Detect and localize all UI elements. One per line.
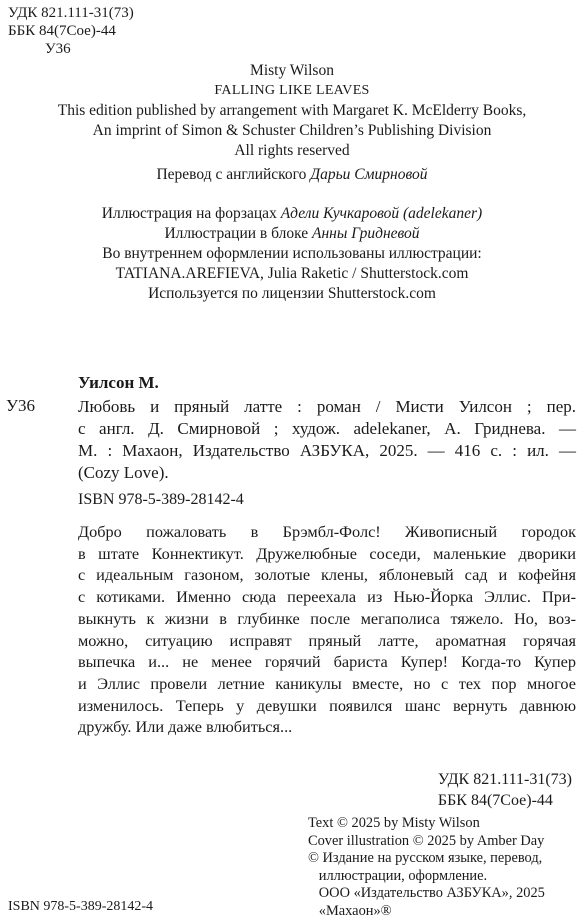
biblio-line: с англ. Д. Смирновой ; худож. adelekaner, А. Гриднева. — <box>78 419 576 438</box>
biblio-line: Любовь и пряный латте : роман / Мисти Уилсон ; пер. <box>78 397 576 416</box>
classification-codes-bottom <box>438 769 572 811</box>
annotation-line: изменилось. Теперь у девушки появился шанс вернуть давнюю <box>78 695 576 715</box>
translation-credit <box>0 165 584 185</box>
annotation-line: с котиками. Именно сюда переехала из Нью-Йорка Эллис. При- <box>78 587 576 607</box>
block-artist: Анны Гридневой <box>312 225 420 242</box>
inner-illustrators: TATIANA.AREFIEVA, Julia Raketic / Shutterstock.com <box>115 265 469 282</box>
translation-prefix: Перевод с английского <box>156 166 311 183</box>
annotation-line: в штате Коннектикут. Дружелюбные соседи, маленькие дворики <box>78 543 576 563</box>
copyright-line: иллюстрации, оформление. <box>308 867 488 884</box>
catalog-isbn: ISBN 978-5-389-28142-4 <box>78 491 244 508</box>
bibliographic-description <box>78 396 576 484</box>
endpaper-artist: Адели Кучкаровой (adelekaner) <box>280 205 483 222</box>
udk-code-top: УДК 821.111-31(73) <box>8 5 134 21</box>
annotation-line: дружбу. Или даже влюбиться... <box>78 717 293 737</box>
annotation-line: и Эллис провели летние каникулы вместе, но с тех пор многое <box>78 673 576 693</box>
annotation-line: Добро пожаловать в Брэмбл-Фолс! Живописный городок <box>78 522 576 541</box>
illustration-credits <box>0 204 584 304</box>
license-line: Используется по лицензии Shutterstock.com <box>148 285 436 302</box>
copyright-line: «Махаон»® <box>308 902 392 919</box>
rights-line: All rights reserved <box>234 142 350 159</box>
udk-code-bottom: УДК 821.111-31(73) <box>437 771 572 788</box>
copyright-line: ООО «Издательство АЗБУКА», 2025 <box>308 885 545 902</box>
original-author: Misty Wilson <box>250 62 334 79</box>
catalog-author-mark: У36 <box>6 396 36 415</box>
endpaper-prefix: Иллюстрация на форзацах <box>101 205 281 222</box>
annotation-line: можно, ситуацию исправят пряный латте, ароматная горячая <box>78 630 576 650</box>
annotation <box>78 521 576 738</box>
bbk-code-bottom: ББК 84(7Сое)-44 <box>437 792 553 809</box>
author-mark-top: У36 <box>45 41 71 57</box>
edition-line-1: This edition published by arrangement with Margaret K. McElderry Books, <box>57 102 527 119</box>
copyright-line: Text © 2025 by Misty Wilson <box>308 815 480 831</box>
copyright-line: © Издание на русском языке, перевод, <box>308 850 543 867</box>
block-prefix: Иллюстрации в блоке <box>164 225 312 242</box>
bbk-code-top: ББК 84(7Сое)-44 <box>8 23 116 39</box>
inner-illustrations-line: Во внутреннем оформлении использованы иллюстрации: <box>102 245 482 262</box>
biblio-line: (Cozy Love). <box>78 463 169 482</box>
annotation-line: выпечка и... не менее горячий бариста Купер! Когда-то Купер <box>78 652 576 672</box>
translator-name: Дарьи Смирновой <box>310 166 428 183</box>
original-title: FALLING LIKE LEAVES <box>214 83 370 98</box>
isbn-bottom: ISBN 978-5-389-28142-4 <box>8 899 154 914</box>
annotation-line: с идеальным газоном, золотые клены, яблоневый сад и кофейня <box>78 565 576 585</box>
copyright-block <box>308 815 545 921</box>
edition-line-2: An imprint of Simon & Schuster Children’s Publishing Division <box>92 122 492 139</box>
biblio-line: М. : Махаон, Издательство АЗБУКА, 2025. — 416 с. : ил. — <box>78 441 576 460</box>
catalog-author-heading: Уилсон М. <box>78 373 159 392</box>
original-edition-block <box>0 61 584 161</box>
copyright-line: Cover illustration © 2025 by Amber Day <box>308 832 545 849</box>
annotation-line: выкнуть к жизни в глубинке после мегаполиса тяжело. Но, воз- <box>78 608 576 628</box>
